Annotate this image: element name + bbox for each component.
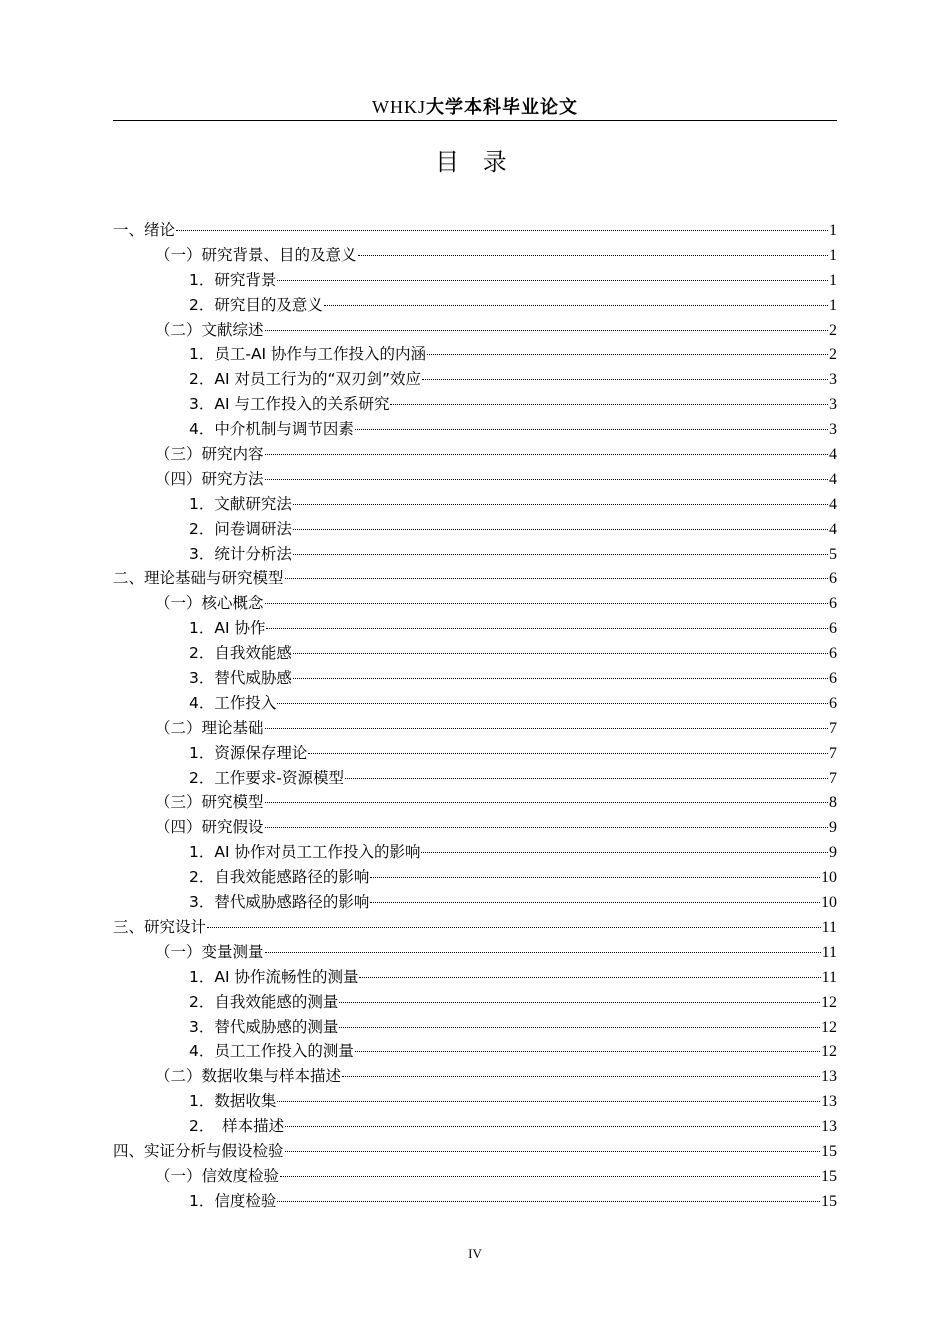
toc-entry[interactable] <box>113 915 837 940</box>
toc-leader-dots <box>339 1002 820 1003</box>
toc-leader-dots <box>265 827 828 828</box>
toc-leader-dots <box>370 902 820 903</box>
toc-entry-page: 3 <box>829 421 837 439</box>
toc-leader-dots <box>427 354 828 355</box>
toc-entry-text: （四）研究假设 <box>155 818 264 837</box>
header-school-code: WHKJ <box>372 97 426 117</box>
toc-entry-page: 15 <box>821 1167 837 1185</box>
toc-entry[interactable] <box>113 492 837 517</box>
toc-leader-dots <box>355 1051 820 1052</box>
toc-entry-page: 7 <box>829 744 837 762</box>
toc-leader-dots <box>265 454 828 455</box>
page-header <box>113 96 837 121</box>
toc-entry-text: 2． 样本描述 <box>189 1117 285 1136</box>
toc-entry[interactable] <box>113 641 837 666</box>
toc-entry-page: 4 <box>829 470 837 488</box>
page-number: IV <box>468 1246 482 1261</box>
toc-entry-page: 7 <box>829 769 837 787</box>
toc-entry[interactable] <box>113 243 837 268</box>
toc-leader-dots <box>293 678 828 679</box>
toc-entry[interactable] <box>113 467 837 492</box>
toc-entry-page: 4 <box>829 520 837 538</box>
toc-entry-text: 1．信度检验 <box>189 1191 277 1210</box>
toc-entry-page: 13 <box>821 1093 837 1111</box>
toc-entry-page: 2 <box>829 321 837 339</box>
toc-entry-page: 12 <box>821 1043 837 1061</box>
toc-entry-text: （一）信效度检验 <box>155 1166 280 1185</box>
toc-entry-page: 9 <box>829 844 837 862</box>
toc-entry[interactable] <box>113 716 837 741</box>
toc-entry-page: 11 <box>821 943 837 961</box>
toc-entry-text: 1．AI 协作对员工工作投入的影响 <box>189 843 421 862</box>
toc-entry[interactable] <box>113 268 837 293</box>
toc-entry-text: 二、理论基础与研究模型 <box>113 569 284 588</box>
toc-leader-dots <box>176 230 828 231</box>
toc-leader-dots <box>293 653 828 654</box>
toc-entry-text: （二）文献综述 <box>155 320 264 339</box>
toc-entry[interactable] <box>113 367 837 392</box>
toc-entry-page: 6 <box>829 670 837 688</box>
toc-entry-text: 4．中介机制与调节因素 <box>189 420 354 439</box>
toc-leader-dots <box>421 852 828 853</box>
toc-entry-text: 3．替代威胁感的测量 <box>189 1017 339 1036</box>
toc-entry[interactable] <box>113 342 837 367</box>
toc-entry-page: 6 <box>829 645 837 663</box>
toc-entry-text: （二）理论基础 <box>155 718 264 737</box>
toc-leader-dots <box>265 952 821 953</box>
toc-leader-dots <box>293 529 828 530</box>
toc-entry-text: 3．AI 与工作投入的关系研究 <box>189 395 390 414</box>
toc-entry-page: 2 <box>829 346 837 364</box>
toc-entry[interactable] <box>113 566 837 591</box>
toc-leader-dots <box>265 330 828 331</box>
toc-entry-text: （三）研究模型 <box>155 793 264 812</box>
toc-entry-page: 6 <box>829 595 837 613</box>
toc-leader-dots <box>370 877 820 878</box>
toc-entry[interactable] <box>113 1139 837 1164</box>
toc-entry-text: 4．工作投入 <box>189 693 277 712</box>
toc-entry-page: 3 <box>829 396 837 414</box>
toc-entry-page: 11 <box>821 968 837 986</box>
toc-entry-text: 3．替代威胁感路径的影响 <box>189 893 370 912</box>
toc-leader-dots <box>285 578 828 579</box>
toc-entry-text: 2．自我效能感的测量 <box>189 992 339 1011</box>
toc-leader-dots <box>280 1176 820 1177</box>
toc-entry-page: 11 <box>821 918 837 936</box>
toc-entry[interactable] <box>113 940 837 965</box>
toc-entry-page: 12 <box>821 1018 837 1036</box>
toc-leader-dots <box>355 429 828 430</box>
toc-entry-text: 四、实证分析与假设检验 <box>113 1141 284 1160</box>
toc-leader-dots <box>277 703 828 704</box>
toc-entry[interactable] <box>113 1114 837 1139</box>
toc-leader-dots <box>277 1201 820 1202</box>
toc-leader-dots <box>358 255 828 256</box>
toc-entry-page: 9 <box>829 819 837 837</box>
toc-entry[interactable] <box>113 542 837 567</box>
toc-entry[interactable] <box>113 890 837 915</box>
toc-entry-text: 2．AI 对员工行为的“双刃剑”效应 <box>189 370 422 389</box>
toc-entry-text: （一）变量测量 <box>155 942 264 961</box>
toc-leader-dots <box>342 1076 820 1077</box>
toc-leader-dots <box>324 305 828 306</box>
toc-entry-page: 3 <box>829 371 837 389</box>
toc-entry[interactable] <box>113 417 837 442</box>
toc-entry[interactable] <box>113 691 837 716</box>
toc-entry-text: 1．数据收集 <box>189 1092 277 1111</box>
toc-entry-page: 12 <box>821 993 837 1011</box>
toc-entry-page: 1 <box>829 246 837 264</box>
toc-leader-dots <box>265 802 828 803</box>
toc-entry-page: 15 <box>821 1142 837 1160</box>
toc-entry[interactable] <box>113 616 837 641</box>
toc-entry-text: 2．工作要求-资源模型 <box>189 768 344 787</box>
toc-entry-text: 3．替代威胁感 <box>189 669 292 688</box>
toc-entry[interactable] <box>113 815 837 840</box>
toc-entry-text: 一、绪论 <box>113 221 176 239</box>
toc-entry[interactable] <box>113 1015 837 1040</box>
toc-entry[interactable] <box>113 442 837 467</box>
toc-entry[interactable] <box>113 1064 837 1089</box>
toc-leader-dots <box>339 1027 820 1028</box>
toc-entry-page: 1 <box>829 222 837 239</box>
toc-entry-text: 1．AI 协作流畅性的测量 <box>189 967 359 986</box>
toc-entry[interactable] <box>113 865 837 890</box>
toc-entry[interactable] <box>113 1039 837 1064</box>
toc-entry-text: 2．研究目的及意义 <box>189 295 323 314</box>
toc-entry-text: （三）研究内容 <box>155 445 264 464</box>
toc-leader-dots <box>266 628 828 629</box>
toc-entry[interactable] <box>113 293 837 318</box>
toc-entry[interactable] <box>113 666 837 691</box>
toc-entry-text: 2．自我效能感 <box>189 644 292 663</box>
toc-entry[interactable] <box>113 591 837 616</box>
toc-entry[interactable] <box>113 840 837 865</box>
toc-entry-text: 1．资源保存理论 <box>189 743 308 762</box>
toc-leader-dots <box>390 404 828 405</box>
toc-entry-page: 1 <box>829 296 837 314</box>
toc-entry-page: 6 <box>829 620 837 638</box>
toc-entry-page: 13 <box>821 1118 837 1136</box>
toc-leader-dots <box>422 379 828 380</box>
toc-entry-text: （一）核心概念 <box>155 594 264 613</box>
toc-entry-text: 1．文献研究法 <box>189 494 292 513</box>
toc-leader-dots <box>293 504 828 505</box>
toc-entry[interactable] <box>113 790 837 815</box>
header-title: 大学本科毕业论文 <box>426 97 578 118</box>
toc-entry[interactable] <box>113 318 837 343</box>
toc-entry[interactable] <box>113 218 837 243</box>
toc-entry-page: 1 <box>829 271 837 289</box>
toc-entry-page: 6 <box>829 570 837 588</box>
toc-leader-dots <box>359 977 820 978</box>
toc-leader-dots <box>285 1126 820 1127</box>
toc-entry-text: 4．员工工作投入的测量 <box>189 1042 354 1061</box>
toc-entry-page: 13 <box>821 1068 837 1086</box>
toc-title: 目 录 <box>435 148 515 176</box>
toc-leader-dots <box>277 1101 820 1102</box>
toc-leader-dots <box>265 603 828 604</box>
toc-leader-dots <box>265 728 828 729</box>
toc-entry[interactable] <box>113 965 837 990</box>
toc-entry[interactable] <box>113 1164 837 1189</box>
toc-entry-text: （二）数据收集与样本描述 <box>155 1067 342 1086</box>
toc-entry-page: 5 <box>829 545 837 563</box>
toc-entry-page: 6 <box>829 694 837 712</box>
toc-entry-page: 4 <box>829 446 837 464</box>
toc-entry-text: 3．统计分析法 <box>189 544 292 563</box>
toc-entry-text: （四）研究方法 <box>155 469 264 488</box>
toc-leader-dots <box>293 554 828 555</box>
toc-entry[interactable] <box>113 1189 837 1214</box>
toc-leader-dots <box>265 479 828 480</box>
toc-entry[interactable] <box>113 517 837 542</box>
toc-leader-dots <box>277 280 828 281</box>
toc-entry-text: 1．AI 协作 <box>189 619 266 638</box>
toc-entry-page: 8 <box>829 794 837 812</box>
toc-entry[interactable] <box>113 990 837 1015</box>
toc-entry-text: 1．员工-AI 协作与工作投入的内涵 <box>189 345 427 364</box>
toc-entry-page: 15 <box>821 1192 837 1210</box>
toc-entry-page: 4 <box>829 495 837 513</box>
toc-entry-text: （一）研究背景、目的及意义 <box>155 245 357 264</box>
toc-leader-dots <box>308 753 828 754</box>
toc-entry-text: 1．研究背景 <box>189 270 277 289</box>
table-of-contents <box>113 218 837 1214</box>
toc-leader-dots <box>207 927 821 928</box>
toc-entry-page: 10 <box>821 869 837 887</box>
toc-entry-text: 三、研究设计 <box>113 917 207 936</box>
toc-entry[interactable] <box>113 766 837 791</box>
toc-entry[interactable] <box>113 392 837 417</box>
toc-entry[interactable] <box>113 1089 837 1114</box>
toc-entry[interactable] <box>113 741 837 766</box>
toc-entry-text: 2．自我效能感路径的影响 <box>189 868 370 887</box>
toc-entry-text: 2．问卷调研法 <box>189 519 292 538</box>
toc-entry-page: 7 <box>829 719 837 737</box>
toc-leader-dots <box>345 778 828 779</box>
toc-leader-dots <box>285 1151 820 1152</box>
toc-entry-page: 10 <box>821 894 837 912</box>
